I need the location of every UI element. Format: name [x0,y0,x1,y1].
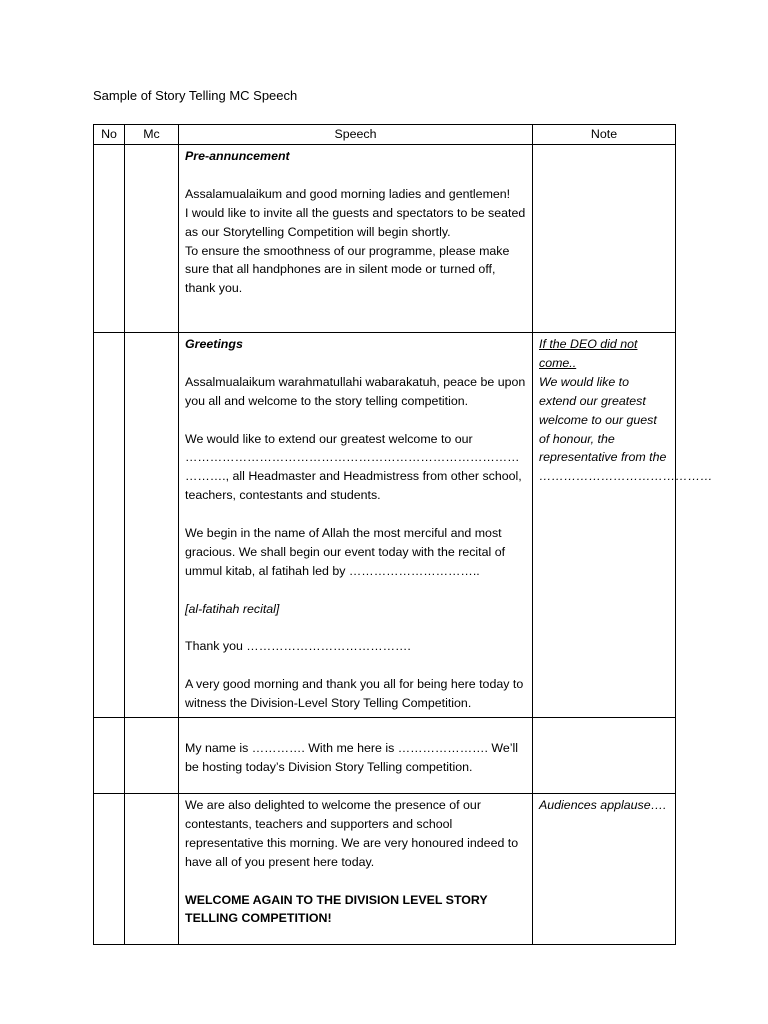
section-heading-greetings: Greetings [185,337,243,351]
cell-mc [125,718,179,794]
cell-no [94,145,125,333]
speech-paragraph: Thank you …………………………………. [185,639,411,654]
cell-speech [179,333,533,718]
cell-note [533,794,676,945]
speech-paragraph: A very good morning and thank you all for being here today to witness the Division-Level Story Telling Competition. [185,677,524,711]
stage-direction: [al-fatihah recital] [185,601,280,616]
speech-paragraph: We would like to extend our greatest welcome to our ………………………………………………………………………………., all Headmaster and Headmistress from other school, teachers, contestants and students. [185,431,522,503]
table-row [94,718,676,794]
table-header-row [94,125,676,145]
table-row [94,794,676,945]
speech-paragraph: We begin in the name of Allah the most merciful and most gracious. We shall begin our event today with the recital of ummul kitab, al fatihah led by ………………………….. [185,526,506,578]
note-text: Audiences applause…. [539,798,667,813]
mc-speech-table [93,124,713,945]
speech-line: Assalamualaikum and good morning ladies and gentlemen! [185,186,511,201]
header-no: No [94,125,125,145]
document-title: Sample of Story Telling MC Speech [93,88,298,103]
speech-paragraph: Assalmualaikum warahmatullahi wabarakatuh, peace be upon you all and welcome to the story telling competition. [185,374,526,408]
speech-line: I would like to invite all the guests and spectators to be seated as our Storytelling Competition will begin shortly. [185,205,526,239]
note-blank: …………………………………… [539,469,713,484]
note-text: We would like to extend our greatest welcome to our guest of honour, the representative from the [539,374,667,465]
cell-no [94,333,125,718]
header-speech: Speech [179,125,533,145]
header-note: Note [533,125,676,145]
note-condition: If the DEO did not come.. [539,337,638,370]
cell-no [94,794,125,945]
cell-note [533,333,713,718]
cell-speech [179,794,533,945]
speech-paragraph: We are also delighted to welcome the presence of our contestants, teachers and supporters and school representative this morning. We are very honoured indeed to have all of you present here today. [185,798,519,869]
cell-mc [125,333,179,718]
section-heading-pre-announcement: Pre-annuncement [185,149,290,163]
cell-mc [125,145,179,333]
welcome-banner-text: WELCOME AGAIN TO THE DIVISION LEVEL STORY TELLING COMPETITION! [185,892,488,926]
speech-paragraph: My name is …………. With me here is …………………. We’ll be hosting today’s Division Story Telling competition. [185,740,518,774]
cell-no [94,718,125,794]
cell-speech [179,145,533,333]
header-mc: Mc [125,125,179,145]
table-row [94,333,676,718]
cell-note [533,718,676,794]
cell-speech [179,718,533,794]
speech-line: To ensure the smoothness of our programme, please make sure that all handphones are in silent mode or turned off, thank you. [185,243,510,296]
cell-note [533,145,676,333]
cell-mc [125,794,179,945]
table-row [94,145,676,333]
